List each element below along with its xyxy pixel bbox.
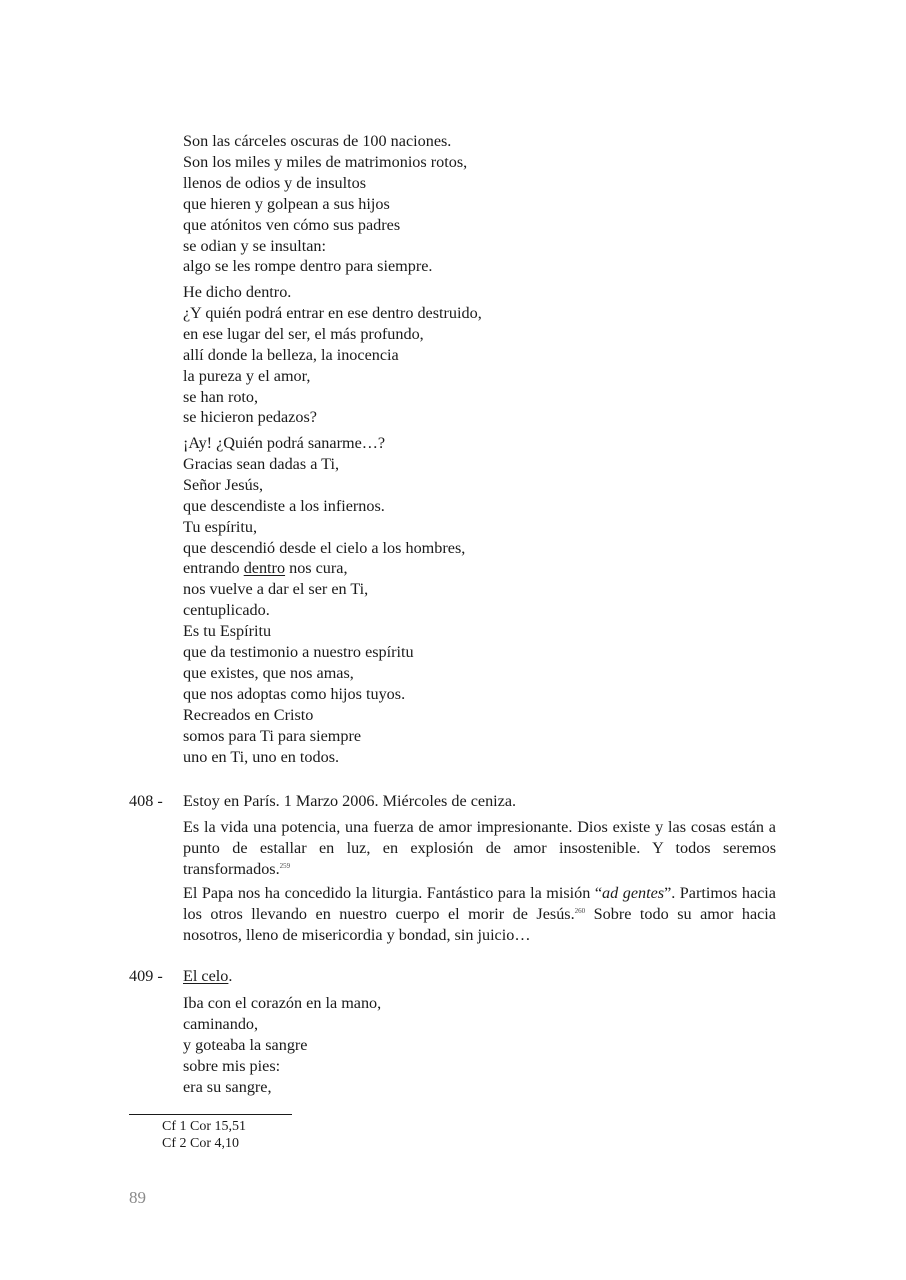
entry-408-heading	[183, 791, 783, 812]
poem-line: que descendió desde el cielo a los hombres,	[183, 538, 466, 557]
poem-line: Tu espíritu,	[183, 517, 258, 536]
entry-number-409: 409 -	[129, 967, 163, 985]
paragraph-text: Sobre todo su amor hacia nosotros, lleno de misericordia y bondad, sin juicio…	[183, 904, 776, 944]
poem-stanza-409	[183, 993, 783, 1098]
entry-number-408: 408 -	[129, 792, 163, 810]
poem-line: Iba con el corazón en la mano,	[183, 994, 382, 1012]
paragraph-text: Es la vida una potencia, una fuerza de amor impresionante. Dios existe y las cosas están a punto de estallar en luz, en explosión de amor insostenible. Y todos seremos transformados.	[183, 818, 776, 878]
paragraph-text: ”. Partimos hacia los otros llevando en nuestro cuerpo el morir de Jesús.	[183, 884, 776, 923]
entry-heading: Estoy en París. 1 Marzo 2006. Miércoles de ceniza.	[183, 792, 517, 810]
entry-408-paragraph-1	[183, 817, 776, 880]
text-fragment: nos cura,	[285, 559, 348, 578]
page-number: 89	[129, 1188, 146, 1207]
poem-line: somos para Ti para siempre	[183, 726, 362, 745]
poem-stanza-2	[183, 282, 783, 428]
poem-line: Son los miles y miles de matrimonios rotos,	[183, 152, 468, 171]
entry-409-heading	[183, 966, 783, 987]
poem-line: en ese lugar del ser, el más profundo,	[183, 324, 424, 343]
entry-408-paragraph-2	[183, 883, 776, 946]
footnote-2: Cf 2 Cor 4,10	[162, 1136, 239, 1151]
poem-line: Son las cárceles oscuras de 100 naciones.	[183, 132, 452, 150]
poem-line: He dicho dentro.	[183, 283, 292, 301]
poem-line: allí donde la belleza, la inocencia	[183, 345, 399, 364]
heading-punct: .	[228, 967, 233, 985]
poem-stanza-1	[183, 131, 783, 277]
footnote-separator	[129, 1114, 292, 1115]
poem-line: Gracias sean dadas a Ti,	[183, 454, 339, 473]
poem-line: Recreados en Cristo	[183, 705, 314, 724]
underlined-heading: El celo	[183, 967, 229, 985]
footnote-ref: 260	[574, 906, 586, 915]
poem-line: caminando,	[183, 1014, 259, 1033]
poem-stanza-3	[183, 433, 783, 768]
poem-line: la pureza y el amor,	[183, 366, 311, 385]
poem-line: se hicieron pedazos?	[183, 408, 317, 427]
paragraph-text: El Papa nos ha concedido la liturgia. Fantástico para la misión “	[183, 884, 603, 902]
poem-line: se odian y se insultan:	[183, 236, 326, 255]
poem-line: que nos adoptas como hijos tuyos.	[183, 684, 406, 703]
poem-line: y goteaba la sangre	[183, 1035, 308, 1054]
poem-line: ¿Y quién podrá entrar en ese dentro destruido,	[183, 303, 482, 322]
italic-text: ad gentes	[602, 884, 665, 902]
poem-line: Es tu Espíritu	[183, 622, 272, 641]
poem-line: centuplicado.	[183, 601, 270, 620]
footnote-ref: 259	[279, 861, 291, 870]
poem-line: nos vuelve a dar el ser en Ti,	[183, 580, 369, 599]
footnote-1: Cf 1 Cor 15,51	[162, 1119, 246, 1134]
poem-line: que atónitos ven cómo sus padres	[183, 215, 401, 234]
poem-line: que existes, que nos amas,	[183, 663, 354, 682]
poem-line: Señor Jesús,	[183, 475, 264, 494]
poem-line: era su sangre,	[183, 1077, 272, 1096]
poem-line: algo se les rompe dentro para siempre.	[183, 257, 433, 276]
poem-line: que descendiste a los infiernos.	[183, 496, 385, 515]
poem-line: llenos de odios y de insultos	[183, 173, 367, 192]
poem-line: uno en Ti, uno en todos.	[183, 747, 340, 766]
text-fragment: entrando	[183, 559, 244, 578]
poem-line: ¡Ay! ¿Quién podrá sanarme…?	[183, 434, 386, 452]
poem-line: que da testimonio a nuestro espíritu	[183, 643, 414, 662]
entry-heading	[183, 966, 783, 987]
poem-line: sobre mis pies:	[183, 1056, 281, 1075]
poem-line-entrando	[183, 558, 783, 579]
underlined-word: dentro	[243, 559, 286, 578]
poem-line: se han roto,	[183, 387, 259, 406]
poem-line: que hieren y golpean a sus hijos	[183, 194, 390, 213]
